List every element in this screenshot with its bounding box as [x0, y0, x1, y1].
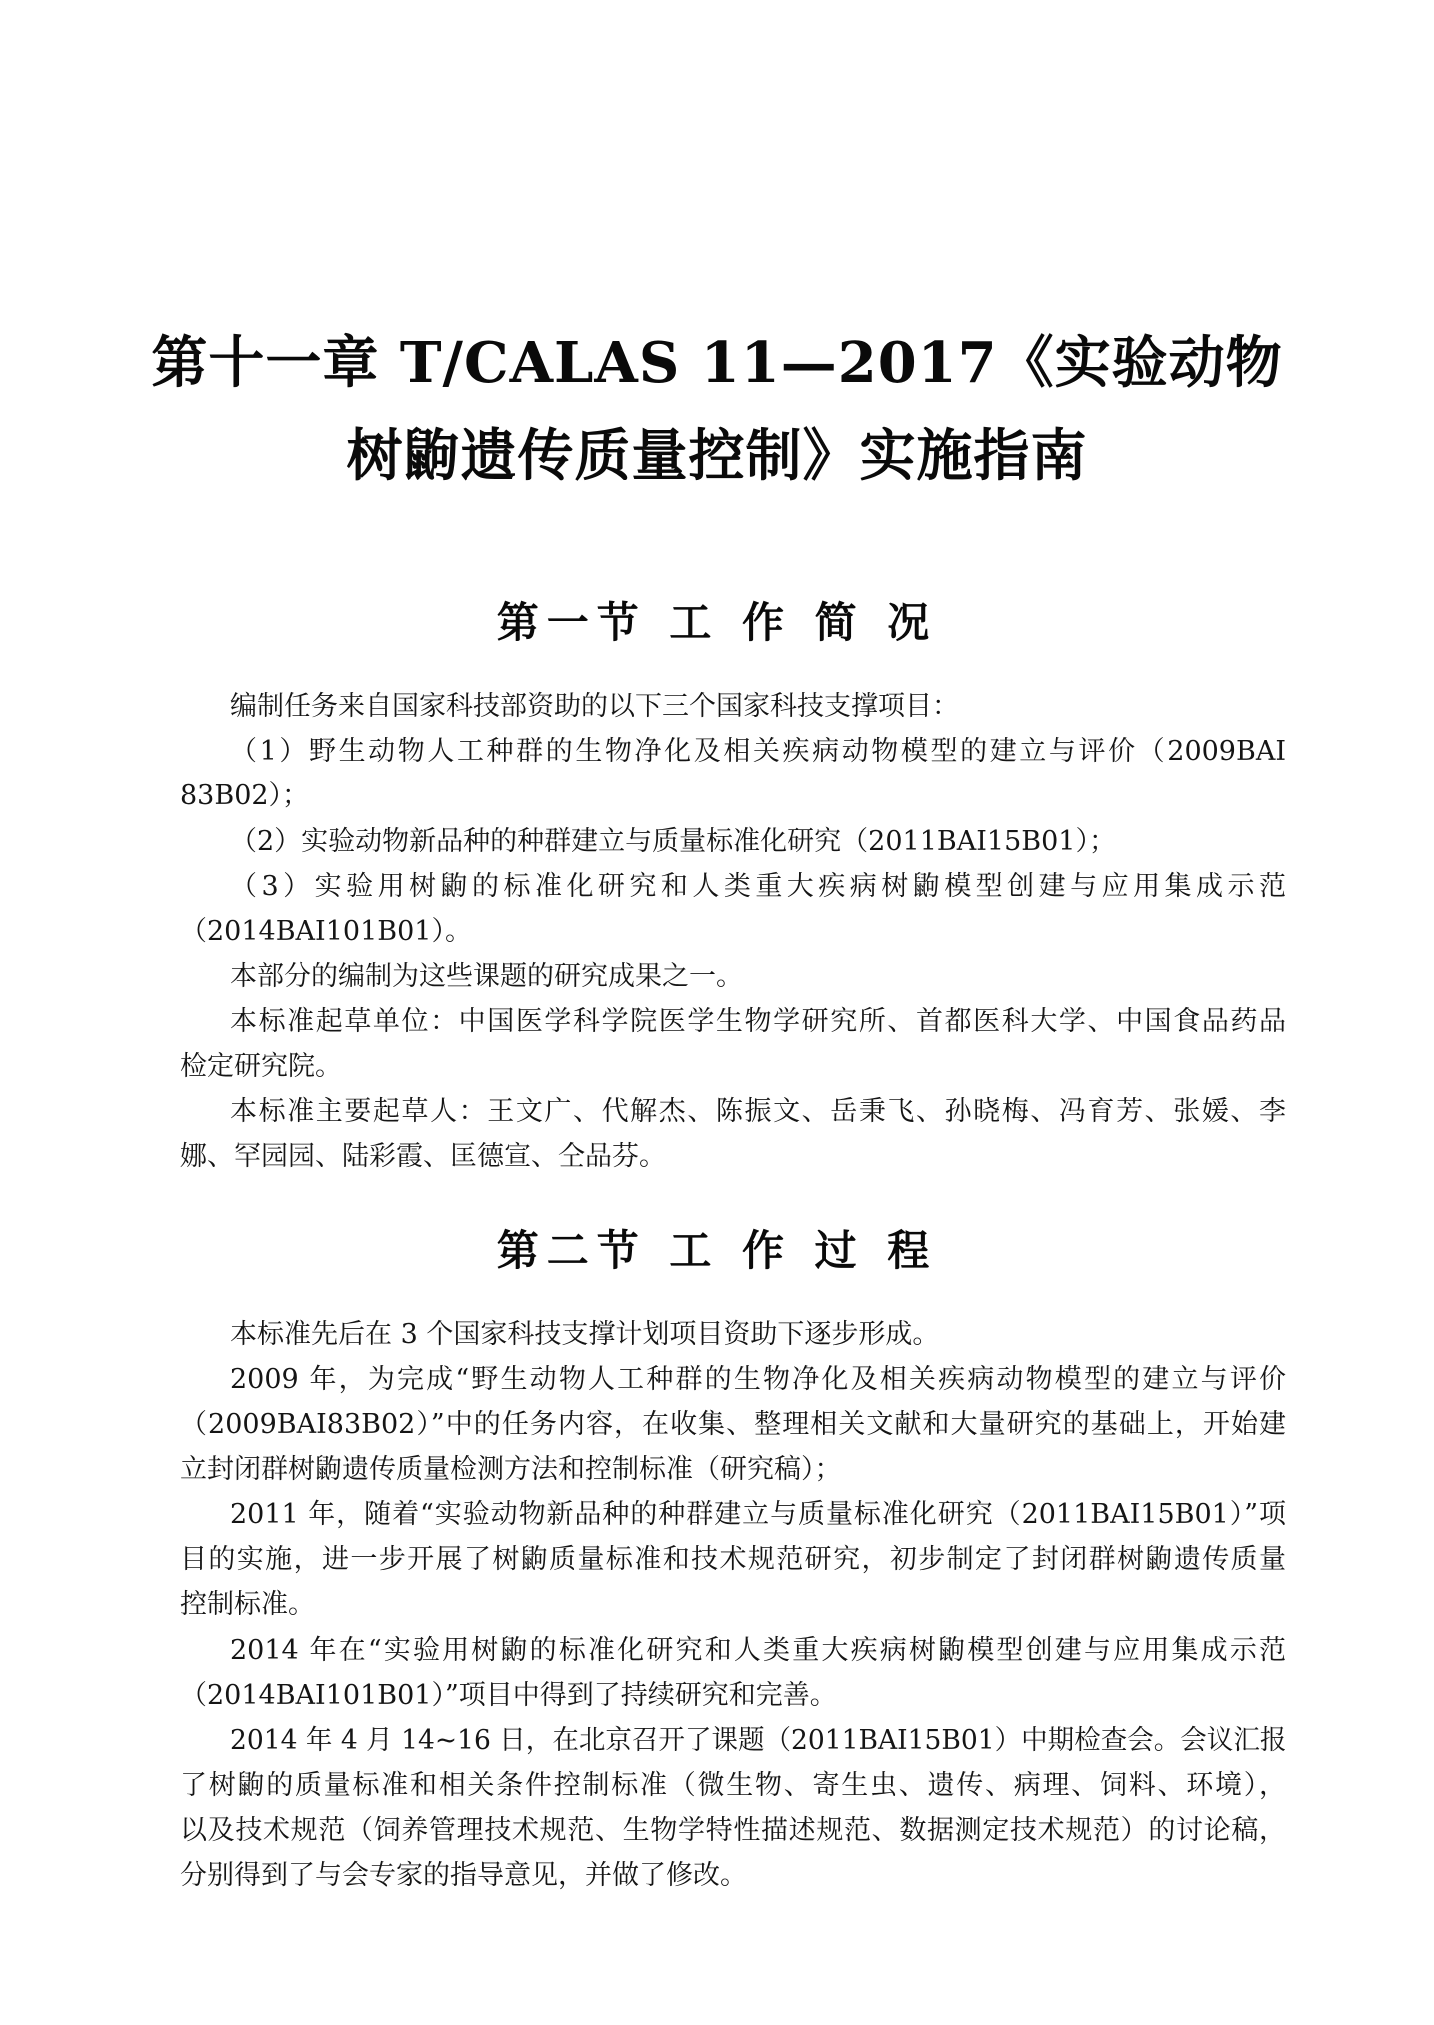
paragraph-line: 本标准起草单位：中国医学科学院医学生物学研究所、首都医科大学、中国食品药品	[230, 1006, 1286, 1037]
paragraph-line: 目的实施，进一步开展了树鼩质量标准和技术规范研究，初步制定了封闭群树鼩遗传质量	[180, 1544, 1286, 1575]
paragraph-line: 83B02）；	[180, 780, 310, 811]
paragraph-line: 2011 年，随着“实验动物新品种的种群建立与质量标准化研究（2011BAI15B01）”项	[230, 1499, 1286, 1530]
section-2-heading: 第二节 工 作 过 程	[496, 1226, 938, 1275]
paragraph-line: 2009 年，为完成“野生动物人工种群的生物净化及相关疾病动物模型的建立与评价	[230, 1364, 1286, 1395]
chapter-title-line-2: 树鼩遗传质量控制》实施指南	[346, 423, 1088, 489]
paragraph-line: 以及技术规范（饲养管理技术规范、生物学特性描述规范、数据测定技术规范）的讨论稿，	[180, 1815, 1286, 1846]
paragraph-line: 本标准先后在 3 个国家科技支撑计划项目资助下逐步形成。	[230, 1319, 940, 1350]
paragraph-line: （2009BAI83B02）”中的任务内容，在收集、整理相关文献和大量研究的基础上，开始建	[180, 1409, 1286, 1440]
paragraph-line: 本标准主要起草人：王文广、代解杰、陈振文、岳秉飞、孙晓梅、冯育芳、张媛、李	[230, 1096, 1286, 1127]
paragraph-line: 娜、罕园园、陆彩霞、匡德宣、仝品芬。	[180, 1141, 666, 1172]
chapter-title-line-1: 第十一章 T/CALAS 11—2017《实验动物	[151, 330, 1283, 396]
paragraph-line: （1）野生动物人工种群的生物净化及相关疾病动物模型的建立与评价（2009BAI	[230, 736, 1286, 767]
paragraph-line: 控制标准。	[180, 1589, 315, 1620]
paragraph-line: 分别得到了与会专家的指导意见，并做了修改。	[180, 1860, 747, 1891]
paragraph-line: 立封闭群树鼩遗传质量检测方法和控制标准（研究稿）；	[180, 1454, 842, 1485]
paragraph-line: 2014 年 4 月 14~16 日，在北京召开了课题（2011BAI15B01）中期检查会。会议汇报	[230, 1725, 1287, 1756]
paragraph-line: 本部分的编制为这些课题的研究成果之一。	[230, 961, 743, 992]
paragraph-line: 检定研究院。	[180, 1051, 342, 1082]
paragraph-line: 编制任务来自国家科技部资助的以下三个国家科技支撑项目：	[230, 691, 959, 722]
paragraph-line: （2014BAI101B01）”项目中得到了持续研究和完善。	[180, 1680, 837, 1711]
section-1-heading: 第一节 工 作 简 况	[496, 598, 938, 647]
paragraph-line: （2）实验动物新品种的种群建立与质量标准化研究（2011BAI15B01）；	[230, 826, 1116, 857]
paragraph-line: （3）实验用树鼩的标准化研究和人类重大疾病树鼩模型创建与应用集成示范	[230, 871, 1286, 902]
paragraph-line: 2014 年在“实验用树鼩的标准化研究和人类重大疾病树鼩模型创建与应用集成示范	[230, 1635, 1286, 1666]
paragraph-line: （2014BAI101B01）。	[180, 916, 472, 947]
paragraph-line: 了树鼩的质量标准和相关条件控制标准（微生物、寄生虫、遗传、病理、饲料、环境），	[180, 1770, 1286, 1801]
